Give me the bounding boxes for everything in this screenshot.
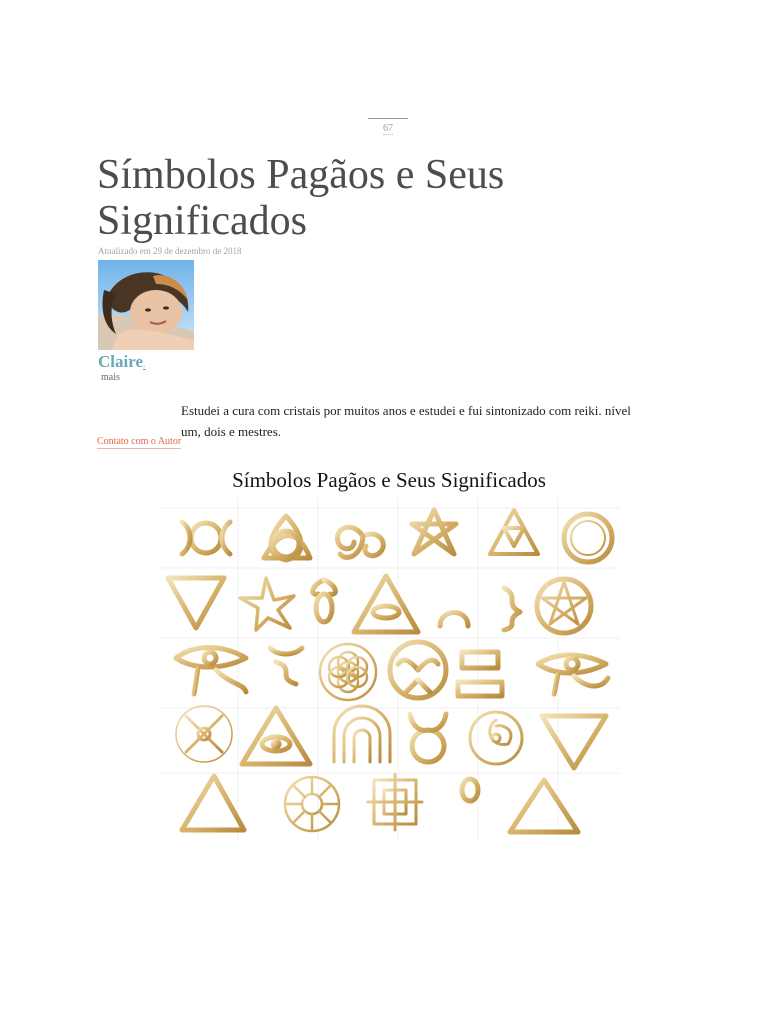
more-link[interactable]: mais (101, 372, 120, 383)
septagram-icon (240, 578, 294, 630)
earth-triangle-icon (542, 716, 606, 768)
flower-of-life-icon (320, 644, 376, 700)
air-triangle-icon (510, 780, 578, 832)
sigil-square-icon (368, 774, 422, 830)
triskele-icon (337, 527, 383, 557)
leviathan-cross-icon (440, 578, 468, 628)
unicursal-hexagram-icon (412, 510, 456, 554)
eye-of-providence-icon (354, 576, 418, 632)
triple-moon-icon (182, 522, 230, 554)
author-photo (98, 260, 194, 350)
page-number: 67 (368, 118, 408, 134)
all-seeing-eye-icon (242, 708, 310, 764)
article-title: Símbolos Pagãos e Seus Significados (97, 152, 505, 244)
ouroboros-icon (564, 514, 612, 562)
goddess-figure-icon (313, 580, 336, 634)
vegvisir-icon (176, 706, 232, 762)
symbols-figure (158, 458, 620, 842)
caduceus-staff-icon (504, 578, 520, 634)
thors-hammer-icon (458, 652, 502, 698)
author-avatar[interactable] (98, 260, 194, 350)
horned-god-icon (410, 714, 446, 762)
black-sun-icon (285, 777, 339, 831)
water-triangle-icon (168, 578, 224, 628)
caduceus-icon (270, 644, 302, 702)
author-name[interactable]: Claire. (98, 352, 146, 371)
eye-of-ra-icon (538, 655, 608, 694)
contact-author-link[interactable]: Contato com o Autor (97, 436, 182, 447)
figure-title: Símbolos Pagãos e Seus Significados (232, 468, 546, 492)
symbols-grid (158, 458, 620, 842)
author-bio: Estudei a cura com cristais por muitos anos e estudei e fui sintonizado com reiki. nível um, dois e mestres. (181, 403, 631, 439)
triquetra-icon (264, 516, 310, 560)
pentacle-icon (537, 579, 591, 633)
labyrinth-icon (330, 706, 394, 762)
updated-date: Atualizado em 29 de dezembro de 2018 (98, 246, 242, 256)
valknut-icon (490, 510, 538, 554)
eye-of-horus-icon (176, 648, 246, 695)
fire-triangle-icon (182, 776, 244, 830)
